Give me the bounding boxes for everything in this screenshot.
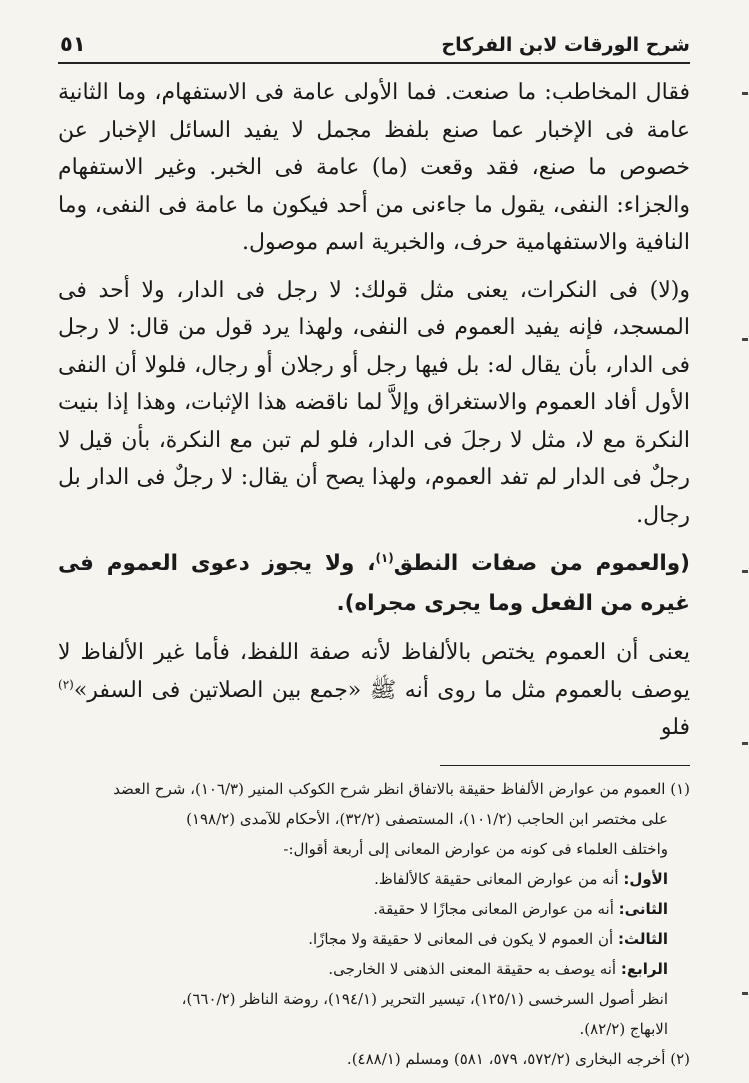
paragraph-4-start: يعنى أن العموم يختص بالألفاظ لأنه صفة اللفظ، فأما غير الألفاظ لا يوصف بالعموم مثل ما روى أنه ﷺ «جمع بين الصلاتين فى السفر» xyxy=(58,640,690,703)
footnote-ref-2: (٢) xyxy=(58,677,74,692)
opinion-4 xyxy=(58,954,690,984)
opinion-2-label: الثانى: xyxy=(618,899,668,918)
opinion-2-text: أنه من عوارض المعانى مجازًا لا حقيقة. xyxy=(373,899,619,918)
footnote-1-line-3: واختلف العلماء فى كونه من عوارض المعانى إلى أربعة أقوال:- xyxy=(283,839,668,858)
paragraph-4-end: فلو xyxy=(660,715,690,740)
paragraph-2: و(لا) فى النكرات، يعنى مثل قولك: لا رجل فى الدار، ولا أحد فى المسجد، فإنه يفيد العموم فى النفى، ولهذا يرد قول من قال: لا رجل فى الدار، بأن يقال له: بل فيها رجل أو رجلان أو رجال، فلولا أن النفى الأول أفاد العموم والاستغراق وإلاَّ لما ناقضه هذا الإثبات، وهذا إذا بنيت النكرة مع لا، مثل لا رجلَ فى الدار، فلو لم تبن مع النكرة، بأن قيل لا رجلٌ فى الدار لم تفد العموم، ولهذا يصح أن يقال: لا رجلٌ فى الدار بل رجال. xyxy=(58,277,690,528)
page-number: ٥١ xyxy=(60,32,86,56)
edge-mark xyxy=(742,992,748,995)
edge-mark xyxy=(742,338,748,341)
opinion-3 xyxy=(58,924,690,954)
footnote-ref-1: (١) xyxy=(375,550,394,565)
edge-mark xyxy=(742,742,748,745)
opinion-4-text: أنه يوصف به حقيقة المعنى الذهنى لا الخارجى. xyxy=(328,959,621,978)
opinion-3-label: الثالث: xyxy=(617,929,668,948)
running-title: شرح الورقات لابن الفركاح xyxy=(441,34,690,56)
footnote-1-refs-1: انظر أصول السرخسى (١٢٥/١)، تيسير التحرير (١٩٤/١)، روضة الناظر (٦٦٠/٢)، xyxy=(181,989,668,1008)
opinion-2 xyxy=(58,894,690,924)
edge-mark xyxy=(742,92,748,95)
edge-mark xyxy=(742,570,748,573)
opinion-1-label: الأول: xyxy=(623,869,668,888)
opinion-3-text: أن العموم لا يكون فى المعانى لا حقيقة ولا مجازًا. xyxy=(308,929,618,948)
paragraph-1: فقال المخاطب: ما صنعت. فما الأولى عامة فى الاستفهام، وما الثانية عامة فى الإخبار عما صنع بلفظ مجمل لا يفيد السائل الإخبار عن خصوص ما صنع، فقد وقعت (ما) عامة فى الخبر. وغير الاستفهام والجزاء: النفى، يقول ما جاءنى من أحد فيكون ما عامة فى النفى، وما النافية والاستفهامية حرف، والخبرية اسم موصول. xyxy=(58,80,690,255)
footnote-1-line-2: على مختصر ابن الحاجب (١٠١/٢)، المستصفى (٣٢/٢)، الأحكام للآمدى (١٩٨/٢) xyxy=(186,809,668,828)
page-header xyxy=(58,28,690,64)
matn-text-start: (والعموم من صفات النطق xyxy=(393,551,690,576)
footnote-separator xyxy=(440,765,690,766)
opinion-1-text: أنه من عوارض المعانى حقيقة كالألفاظ. xyxy=(374,869,624,888)
main-text xyxy=(58,74,690,747)
footnote-1-line-1: (١) العموم من عوارض الألفاظ حقيقة بالاتفاق انظر شرح الكوكب المنير (١٠٦/٣)، شرح العضد xyxy=(113,779,690,798)
matn-text-end: ، ولا يجوز دعوى العموم فى غيره من الفعل وما يجرى مجراه). xyxy=(58,551,690,616)
opinion-4-label: الرابع: xyxy=(620,959,668,978)
footnote-1-refs-2: الابهاج (٨٢/٢). xyxy=(579,1019,668,1038)
book-page xyxy=(58,28,690,1074)
opinion-1 xyxy=(58,864,690,894)
paragraph-4 xyxy=(58,634,690,747)
matn-paragraph xyxy=(58,544,690,624)
footnote-2: (٢) أخرجه البخارى (٥٧٢/٢، ٥٧٩، ٥٨١) ومسلم (٤٨٨/١). xyxy=(346,1049,690,1068)
footnotes xyxy=(58,774,690,1074)
